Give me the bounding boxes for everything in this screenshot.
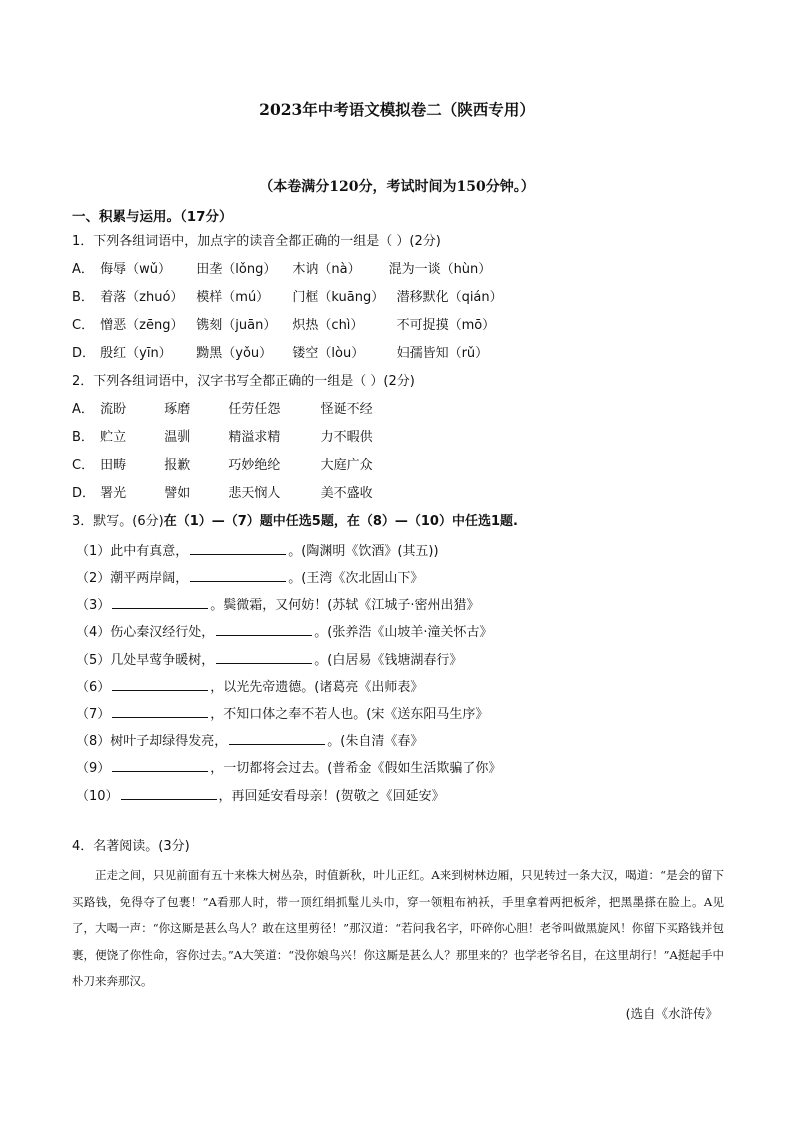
answer-blank[interactable]: [190, 541, 286, 555]
question-3-stem: 3．默写。(6分)在（1）—（7）题中任选5题，在（8）—（10）中任选1题.: [72, 514, 518, 529]
answer-blank[interactable]: [112, 595, 208, 609]
answer-blank[interactable]: [216, 650, 312, 664]
question-1-stem: 1．下列各组词语中，加点字的读音全都正确的一组是（ ）(2分): [72, 234, 441, 249]
recitation-item-2: （2）潮平两岸阔， 。(王湾《次北固山下》: [76, 568, 423, 588]
answer-blank[interactable]: [121, 786, 217, 800]
recitation-item-10: （10） ，再回延安看母亲！(贺敬之《回延安》: [76, 786, 445, 806]
question-1-option-d: D． 殷红（yīn） 黝黑（yǒu） 镂空（lòu） 妇孺皆知（rǔ）: [72, 346, 489, 361]
page-title: 2023年中考语文模拟卷二（陕西专用）: [259, 100, 535, 119]
exam-instructions: （本卷满分120分，考试时间为150分钟。）: [259, 179, 535, 195]
answer-blank[interactable]: [112, 677, 208, 691]
recitation-item-8: （8）树叶子却绿得发亮， 。(朱自清《春》: [76, 731, 423, 751]
question-1-option-b: B． 着落（zhuó） 模样（mú） 门框（kuāng） 潜移默化（qián）: [72, 290, 503, 305]
answer-blank[interactable]: [112, 758, 208, 772]
question-2-option-d: D． 署光 譬如 悲天悯人 美不盛收: [72, 486, 373, 501]
question-2-stem: 2．下列各组词语中，汉字书写全都正确的一组是（ ）(2分): [72, 374, 415, 389]
recitation-item-3: （3） 。鬓微霜，又何妨！(苏轼《江城子·密州出猎》: [76, 595, 480, 615]
question-2-option-a: A． 流盼 琢磨 任劳任怨 怪诞不经: [72, 402, 373, 417]
recitation-item-9: （9） ，一切都将会过去。(普希金《假如生活欺骗了你》: [76, 758, 501, 778]
recitation-item-6: （6） ，以光先帝遗德。(诸葛亮《出师表》: [76, 677, 423, 697]
question-2-option-b: B． 贮立 温驯 精溢求精 力不暇供: [72, 430, 373, 445]
recitation-item-4: （4）伤心秦汉经行处， 。(张养浩《山坡羊·潼关怀古》: [76, 622, 493, 642]
question-1-option-a: A． 侮辱（wǔ） 田垄（lǒng） 木讷（nà） 混为一谈（hùn）: [72, 262, 492, 277]
question-2-option-c: C． 田畴 报歉 巧妙绝纶 大庭广众: [72, 458, 373, 473]
answer-blank[interactable]: [216, 622, 312, 636]
passage-source: (选自《水浒传》: [625, 1006, 718, 1021]
question-4-stem: 4．名著阅读。(3分): [72, 839, 190, 854]
answer-blank[interactable]: [190, 568, 286, 582]
recitation-item-7: （7） ，不知口体之奉不若人也。(宋《送东阳马生序》: [76, 704, 488, 724]
question-1-option-c: C． 憎恶（zēng） 镌刻（juān） 炽热（chì） 不可捉摸（mō）: [72, 318, 496, 333]
answer-blank[interactable]: [112, 704, 208, 718]
answer-blank[interactable]: [229, 731, 325, 745]
section-heading: 一、积累与运用。（17分）: [72, 209, 233, 225]
recitation-item-5: （5）几处早莺争暖树， 。(白居易《钱塘湖春行》: [76, 650, 462, 670]
recitation-item-1: （1）此中有真意， 。(陶渊明《饮酒》(其五)): [76, 541, 439, 561]
reading-passage: 正走之间，只见前面有五十来株大树丛杂，时值新秋，叶儿正红。A来到树林边厢，只见转过一条大汉，喝道：“是会的留下买路钱，免得夺了包裹！”A看那人时，带一顶红绢抓髽儿头巾，穿一领粗布衲袄，手里拿着两把板斧，把黑墨搽在脸上。A见了，大喝一声：“你这厮是甚么鸟人？敢在这里剪径！”那汉道：“若问我名字，吓碎你心胆！老爷叫做黑旋风！你留下买路钱并包裹，便饶了你性命，容你过去。”A大笑道：“没你娘鸟兴！你这厮是甚么人？那里来的？也学老爷名目，在这里胡行！”A挺起手中朴刀来奔那汉。: [72, 868, 724, 988]
